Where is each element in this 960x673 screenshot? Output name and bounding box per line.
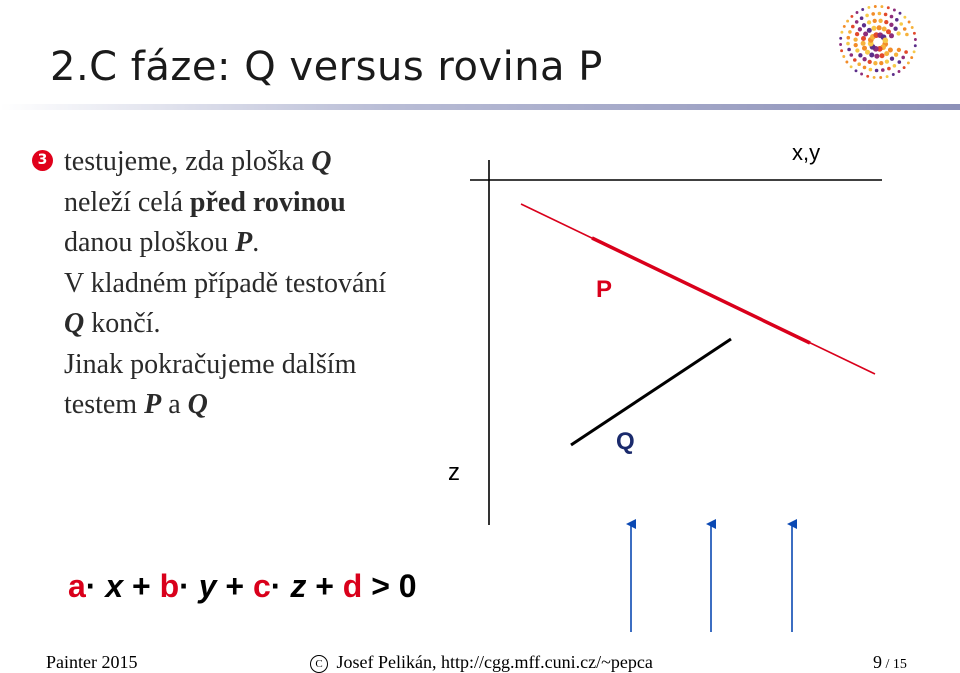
page-current: 9 [873,652,882,672]
coef-d: d [342,568,363,604]
bullet-number-badge: 3 [32,150,53,171]
coef-a: a [68,568,86,604]
para-line-4: V kladném případě testování [64,267,387,299]
coef-c: c [252,568,271,604]
plus-operator: + [306,568,343,604]
comparison-operator: > 0 [362,568,417,604]
text-span: testujeme, zda ploška [64,146,312,177]
text-span: . [252,227,260,258]
footer-course: Painter 2015 [46,652,138,672]
coef-b: b [159,568,180,604]
dot-operator: · [270,568,282,604]
slide-title: 2.C fáze: Q versus rovina P [50,44,603,90]
plane-equation [68,568,417,605]
dot-operator: · [179,568,190,604]
page-separator: / [882,657,893,672]
polygon-q-label: Q [616,428,635,455]
para-line-6: Jinak pokračujeme dalším [64,348,357,380]
var-z: z [281,568,307,604]
var-p: P [144,389,162,420]
copyright-icon: C [310,655,328,673]
dot-operator: · [85,568,97,604]
axis-xy-label: x,y [792,140,821,165]
var-q: Q [311,146,332,177]
text-span: a [161,389,188,420]
var-q: Q [187,389,208,420]
plane-p-polygon [592,238,810,343]
plane-p-label: P [596,276,613,303]
text-span: danou ploškou [64,227,236,258]
var-p: P [235,227,253,258]
emphasis-text: před rovinou [189,186,346,218]
var-x: x [96,568,124,604]
page-number [873,652,907,672]
text-span: neleží celá [64,186,190,218]
page-total: 15 [892,657,907,672]
text-span: končí. [84,308,161,339]
var-q: Q [64,308,85,339]
plus-operator: + [123,568,160,604]
plus-operator: + [216,568,253,604]
footer-author-text: Josef Pelikán, http://cgg.mff.cuni.cz/~pepca [332,652,653,672]
var-y: y [189,568,217,604]
footer-author [310,652,653,672]
polygon-q-line [571,339,731,445]
axis-z-label: z [448,459,460,486]
text-span: testem [64,389,145,420]
